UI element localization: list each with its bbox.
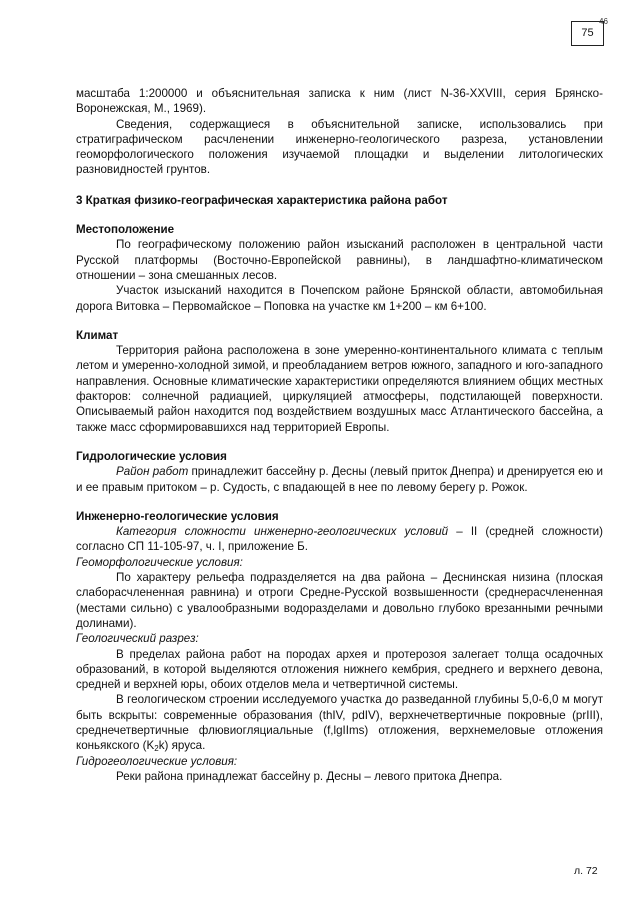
hydrogeology-label: Гидрогеологические условия: [76,754,238,768]
hydrogeology-paragraph: Реки района принадлежат бассейну р. Десны – левого притока Днепра. [116,769,503,783]
geomorph-label: Геоморфологические условия: [76,555,243,569]
geological-section-label: Геологический разрез: [76,632,199,646]
document-body [76,86,603,784]
geomorph-paragraph: По характеру рельефа подразделяется на два района – Деснинская низина (плоская слаборасчлененная равнина) и отроги Средне-Русской возвышенности (среднерасчлененная (местами сильно) с увалообразными водоразделами и довольно глубоко врезанными речными долинами). [76,571,603,630]
category-paragraph [76,524,603,555]
hydrology-heading: Гидрологические условия [76,449,227,463]
engineering-heading: Инженерно-геологические условия [76,509,279,523]
page-number: 75 [581,27,594,39]
intro-paragraph-1: масштаба 1:200000 и объяснительная записка к ним (лист N-36-XXVIII, серия Брянско-Воронежская, М., 1969). [76,87,603,116]
climate-paragraph: Территория района расположена в зоне умеренно-континентального климата с теплым летом и умеренно-холодной зимой, и преобладанием ветров южного, западного и юго-западного направления. Основные климатические характеристики определяются влиянием общих местных факторов: солнечной радиацией, циркуляцией атмосферы, подстилающей поверхности. Описываемый район находится под воздействием воздушных масс Атлантического бассейна, а также масс сформировавшихся над территорией Европы. [76,344,603,434]
intro-paragraph-2: Сведения, содержащиеся в объяснительной записке, использовались при стратиграфическом расчленении инженерно-геологического разреза, установлении геоморфологического положения изучаемой площадки и выделении литологических разновидностей грунтов. [76,117,603,177]
location-paragraph-2: Участок изысканий находится в Почепском районе Брянской области, автомобильная дорога Витовка – Первомайское – Поповка на участке км 1+200 – км 6+100. [76,284,603,313]
hydrology-text: принадлежит бассейну р. Десны (левый приток Днепра) и дренируется ею и и ее правым притоком – р. Судость, с впадающей в нее по левому берегу р. Рожок. [76,465,603,494]
hydrology-paragraph [76,464,603,495]
location-paragraph-1: По географическому положению район изысканий расположен в центральной части Русской платформы (Восточно-Европейской равнины), в ландшафтно-климатическом отношении – зона смешанных лесов. [76,238,603,282]
climate-heading: Климат [76,328,119,342]
geological-section-paragraph-1: В пределах района работ на породах архея и протерозоя залегает толща осадочных образований, в которой выделяются отложения нижнего кембрия, среднего и верхнего девона, средней и верхней юры, обоих отделов мела и четвертичной системы. [76,647,603,692]
sheet-label: л. 72 [574,865,598,877]
location-heading: Местоположение [76,223,175,237]
category-lead: Категория сложности инженерно-геологических условий [116,525,449,539]
section-title: 3 Краткая физико-географическая характеристика района работ [76,193,448,207]
category-text: – II (средней сложности) согласно СП 11-105-97, ч. I, приложение Б. [76,525,603,554]
formula-subscript: 2 [154,744,159,754]
sheet-number-top: 46 [599,17,608,26]
geological-section-paragraph-2: В геологическом строении исследуемого участка до разведанной глубины 5,0-6,0 м могут быть вскрыты: современные образования (thIV, pdIV), верхнечетвертичные покровные (prIII), среднечетвертичные флювиогляциальные (f,lgIIms) отложения, верхнемеловые отложения коньякского $(K_2k)$ яруса. [76,693,603,754]
hydrology-lead: Район работ [116,465,189,479]
